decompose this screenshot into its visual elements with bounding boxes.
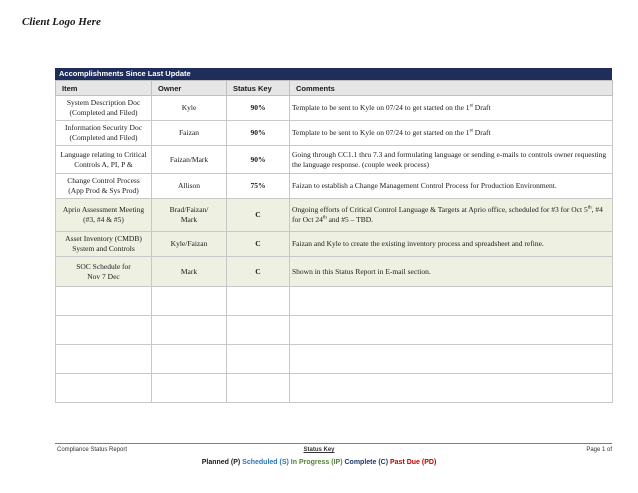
- empty-cell: [290, 345, 613, 374]
- owner-text-line: Brad/Faizan/: [169, 205, 209, 214]
- owner-cell: [152, 199, 227, 232]
- comment-text: Going through CC1.1 thru 7.3 and formulating language or sending e-mails to controls owner requesting the language response. (couple week process): [292, 149, 607, 169]
- comment-text: Template to be sent to Kyle on 07/24 to get started on the 1: [292, 128, 470, 137]
- owner-cell: [152, 232, 227, 257]
- empty-cell: [152, 287, 227, 316]
- item-cell: [56, 121, 152, 146]
- empty-cell: [152, 316, 227, 345]
- comment-text: Faizan and Kyle to create the existing inventory process and spreadsheet and refine.: [292, 239, 544, 248]
- comment-cell: [290, 199, 613, 232]
- column-header-item: Item: [56, 81, 152, 96]
- item-text-line: System and Controls: [72, 244, 135, 253]
- item-text-line: Language relating to Critical: [60, 149, 147, 159]
- item-text-line: Aprio Assessment Meeting: [62, 205, 145, 214]
- comment-text: Shown in this Status Report in E-mail section.: [292, 266, 431, 276]
- empty-table-row: [56, 287, 613, 316]
- empty-cell: [152, 345, 227, 374]
- footer-divider: [55, 443, 612, 444]
- comment-cell: [290, 174, 613, 199]
- owner-text-line: Kyle: [181, 103, 197, 112]
- status-key-entry: Complete (C): [344, 459, 390, 466]
- comment-text: Template to be sent to Kyle on 07/24 to get started on the 1: [292, 103, 470, 112]
- owner-text-line: Mark: [180, 215, 198, 224]
- item-text-line: SOC Schedule for: [76, 261, 131, 271]
- table-row: [56, 121, 613, 146]
- item-text-line: Change Control Process: [67, 176, 140, 185]
- owner-text-line: Kyle/Faizan: [170, 239, 208, 248]
- empty-cell: [227, 345, 290, 374]
- owner-text-line: Faizan: [179, 128, 199, 137]
- empty-table-row: [56, 345, 613, 374]
- owner-cell: [152, 257, 227, 287]
- comment-text: Faizan to establish a Change Management Control Process for Production Environment.: [292, 181, 557, 190]
- empty-cell: [152, 374, 227, 403]
- status-key-legend: [0, 459, 638, 466]
- item-text-line: System Description Doc: [66, 98, 141, 107]
- empty-cell: [290, 374, 613, 403]
- column-header-status-key: Status Key: [227, 81, 290, 96]
- owner-cell: [152, 121, 227, 146]
- status-key-entry: Planned (P): [201, 459, 243, 466]
- table-row: [56, 232, 613, 257]
- status-key-entry: Scheduled (S): [242, 459, 291, 466]
- comment-superscript: th: [587, 205, 592, 211]
- status-key-cell: C: [227, 232, 290, 257]
- comment-cell: [290, 257, 613, 287]
- item-text-line: Asset Inventory (CMDB): [65, 234, 142, 243]
- item-cell: [56, 174, 152, 199]
- item-cell: [56, 146, 152, 174]
- status-key-cell: C: [227, 257, 290, 287]
- empty-table-row: [56, 316, 613, 345]
- status-key-cell: 75%: [227, 174, 290, 199]
- client-logo-placeholder: Client Logo Here: [22, 16, 101, 28]
- empty-cell: [56, 345, 152, 374]
- empty-cell: [56, 287, 152, 316]
- comment-text: Ongoing efforts of Critical Control Language & Targets at Aprio office, scheduled for #3 for Oct 5: [292, 205, 588, 214]
- item-text-line: (Completed and Filed): [69, 108, 138, 117]
- column-header-comments: Comments: [290, 81, 613, 96]
- comment-cell: [290, 232, 613, 257]
- status-key-entry: Past Due (PD): [389, 459, 437, 466]
- status-key-cell: 90%: [227, 96, 290, 121]
- comment-superscript: st: [469, 103, 473, 109]
- item-text-line: Nov 7 Dec: [87, 271, 120, 281]
- item-cell: [56, 257, 152, 287]
- item-text-line: Controls A, PI, P &: [74, 159, 133, 169]
- status-key-cell: 90%: [227, 146, 290, 174]
- footer-status-key-title: Status Key: [303, 447, 335, 453]
- item-cell: [56, 96, 152, 121]
- comment-superscript: th: [322, 215, 327, 221]
- item-cell: [56, 232, 152, 257]
- column-header-owner: Owner: [152, 81, 227, 96]
- comment-cell: [290, 146, 613, 174]
- comment-text: and #5 – TBD.: [326, 215, 374, 224]
- table-body: [56, 96, 613, 403]
- table-header-row: [56, 81, 613, 96]
- empty-cell: [227, 316, 290, 345]
- empty-table-row: [56, 374, 613, 403]
- comment-superscript: st: [469, 128, 473, 134]
- owner-text-line: Mark: [180, 266, 198, 276]
- owner-cell: [152, 146, 227, 174]
- empty-cell: [227, 287, 290, 316]
- comment-cell: [290, 96, 613, 121]
- table-row: [56, 257, 613, 287]
- table-row: [56, 174, 613, 199]
- item-text-line: (#3, #4 & #5): [83, 215, 124, 224]
- empty-cell: [290, 287, 613, 316]
- status-key-cell: 90%: [227, 121, 290, 146]
- accomplishments-table: [55, 80, 613, 403]
- status-key-cell: C: [227, 199, 290, 232]
- accomplishments-section: [55, 68, 612, 403]
- item-text-line: Information Security Doc: [64, 123, 143, 132]
- comment-text: Draft: [472, 103, 491, 112]
- table-row: [56, 96, 613, 121]
- empty-cell: [227, 374, 290, 403]
- item-cell: [56, 199, 152, 232]
- empty-cell: [56, 374, 152, 403]
- comment-text: , #4 for Oct 24: [292, 205, 603, 224]
- item-text-line: (Completed and Filed): [69, 133, 138, 142]
- section-title-bar: Accomplishments Since Last Update: [55, 68, 612, 80]
- footer-report-name: Compliance Status Report: [57, 447, 128, 453]
- comment-cell: [290, 121, 613, 146]
- comment-text: Draft: [472, 128, 491, 137]
- item-text-line: (App Prod & Sys Prod): [68, 186, 139, 195]
- owner-cell: [152, 174, 227, 199]
- status-key-entry: In Progress (IP): [290, 459, 345, 466]
- owner-text-line: Faizan/Mark: [169, 154, 209, 164]
- footer-page-number: Page 1 of: [586, 447, 612, 453]
- owner-cell: [152, 96, 227, 121]
- empty-cell: [290, 316, 613, 345]
- table-row: [56, 199, 613, 232]
- empty-cell: [56, 316, 152, 345]
- table-row: [56, 146, 613, 174]
- owner-text-line: Allison: [177, 181, 201, 190]
